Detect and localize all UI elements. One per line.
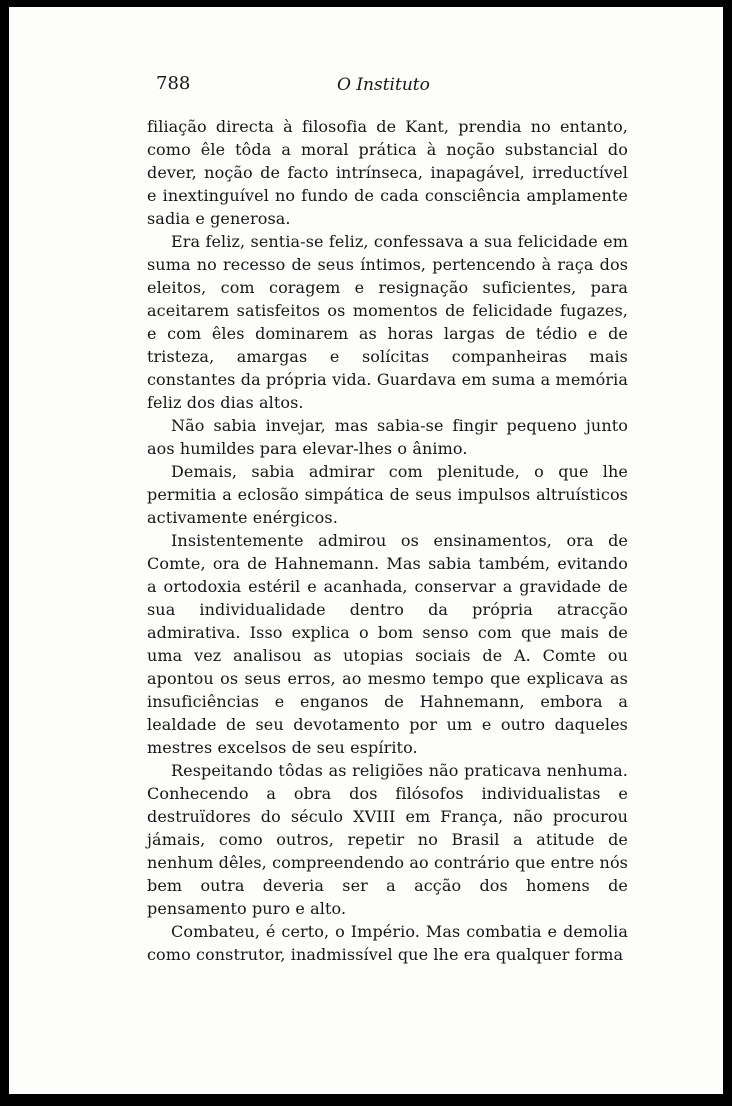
- page-number: 788: [156, 73, 191, 94]
- paragraph: filiação directa à filosofia de Kant, prendia no entanto, como êle tôda a moral prática à noção substancial do dever, noção de facto intrínseca, inapagável, irreductível e inextinguível no fundo de cada consciência amplamente sadia e generosa.: [147, 117, 628, 228]
- paragraph: Demais, sabia admirar com plenitude, o que lhe permitia a eclosão simpática de seus impulsos altruísticos activamente enérgicos.: [147, 462, 628, 527]
- running-title: O Instituto: [337, 75, 430, 95]
- paragraph: Não sabia invejar, mas sabia-se fingir pequeno junto aos humildes para elevar-lhes o ânimo.: [147, 416, 628, 458]
- paragraph: Insistentemente admirou os ensinamentos, ora de Comte, ora de Hahnemann. Mas sabia também, evitando a ortodoxia estéril e acanhada, conservar a gravidade de sua individualidade dentro da própria atracção admirativa. Isso explica o bom senso com que mais de uma vez analisou as utopias sociais de A. Comte ou apontou os seus erros, ao mesmo tempo que explicava as insuficiências e enganos de Hahnemann, embora a lealdade de seu devotamento por um e outro daqueles mestres excelsos de seu espírito.: [147, 531, 628, 757]
- body-text: [147, 115, 628, 966]
- paragraph: Era feliz, sentia-se feliz, confessava a sua felicidade em suma no recesso de seus íntimos, pertencendo à raça dos eleitos, com coragem e resignação suficientes, para aceitarem satisfeitos os momentos de felicidade fugazes, e com êles dominarem as horas largas de tédio e de tristeza, amargas e solícitas companheiras mais constantes da própria vida. Guardava em suma a memória feliz dos dias altos.: [147, 232, 628, 412]
- book-page: [9, 7, 723, 1094]
- paragraph: Respeitando tôdas as religiões não praticava nenhuma. Conhecendo a obra dos filósofos individualistas e destruïdores do século XVIII em França, não procurou jámais, como outros, repetir no Brasil a atitude de nenhum dêles, compreendendo ao contrário que entre nós bem outra deveria ser a acção dos homens de pensamento puro e alto.: [147, 761, 628, 918]
- paragraph: Combateu, é certo, o Império. Mas combatia e demolia como construtor, inadmissível que lhe era qualquer forma: [147, 922, 628, 964]
- page-header: [9, 73, 723, 103]
